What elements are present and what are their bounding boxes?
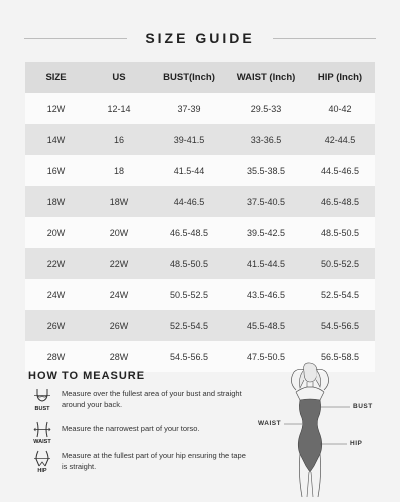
cell-us: 28W	[109, 351, 129, 362]
table-row	[25, 310, 375, 341]
cell-waist: 41.5-44.5	[246, 258, 286, 269]
cell-us: 12-14	[107, 103, 131, 114]
cell-bust: 54.5-56.5	[169, 351, 209, 362]
bust-icon-label: BUST	[34, 406, 50, 412]
cell-size: 16W	[46, 165, 66, 176]
cell-hip: 46.5-48.5	[320, 196, 360, 207]
cell-us: 18W	[109, 196, 129, 207]
cell-hip: 42-44.5	[324, 134, 356, 145]
cell-hip: 50.5-52.5	[320, 258, 360, 269]
size-table-container	[25, 62, 375, 362]
header-us: US	[112, 72, 126, 83]
header-hip: HIP (Inch)	[317, 72, 363, 83]
table-row	[25, 217, 375, 248]
cell-hip: 54.5-56.5	[320, 320, 360, 331]
figure-label-bust: BUST	[353, 403, 373, 410]
cell-size: 20W	[46, 227, 66, 238]
table-row	[25, 186, 375, 217]
header-size: SIZE	[45, 72, 67, 83]
table-row	[25, 124, 375, 155]
cell-size: 14W	[46, 134, 66, 145]
figure-label-waist: WAIST	[258, 420, 282, 427]
cell-size: 22W	[46, 258, 66, 269]
cell-us: 24W	[109, 289, 129, 300]
cell-hip: 40-42	[328, 103, 352, 114]
title-divider-left	[24, 38, 127, 39]
body-figure-illustration	[258, 362, 397, 497]
table-row	[25, 248, 375, 279]
table-row	[25, 279, 375, 310]
cell-size: 26W	[46, 320, 66, 331]
header-bust: BUST(Inch)	[163, 72, 215, 83]
cell-waist: 47.5-50.5	[246, 351, 286, 362]
cell-waist: 29.5-33	[250, 103, 282, 114]
cell-bust: 39-41.5	[173, 134, 205, 145]
cell-waist: 35.5-38.5	[246, 165, 286, 176]
waist-icon	[31, 421, 53, 449]
cell-waist: 45.5-48.5	[246, 320, 286, 331]
title-row	[0, 28, 400, 48]
hip-icon-label: HIP	[37, 468, 47, 474]
size-table	[25, 62, 375, 372]
cell-bust: 46.5-48.5	[169, 227, 209, 238]
cell-bust: 48.5-50.5	[169, 258, 209, 269]
cell-bust: 52.5-54.5	[169, 320, 209, 331]
cell-hip: 48.5-50.5	[320, 227, 360, 238]
cell-us: 20W	[109, 227, 129, 238]
cell-us: 22W	[109, 258, 129, 269]
measure-item-hip	[31, 450, 252, 478]
bust-instruction: Measure over the fullest area of your bust and straight around your back.	[62, 389, 242, 409]
cell-us: 26W	[109, 320, 129, 331]
cell-waist: 43.5-46.5	[246, 289, 286, 300]
table-row	[25, 155, 375, 186]
cell-us: 16	[113, 134, 124, 145]
cell-us: 18	[113, 165, 124, 176]
cell-bust: 37-39	[177, 103, 201, 114]
cell-waist: 33-36.5	[250, 134, 282, 145]
title-divider-right	[273, 38, 376, 39]
cell-bust: 44-46.5	[173, 196, 205, 207]
figure-label-hip: HIP	[350, 440, 363, 447]
body-silhouette-icon	[262, 362, 397, 497]
cell-size: 12W	[46, 103, 66, 114]
page-title: SIZE GUIDE	[145, 30, 255, 46]
hip-icon	[31, 450, 53, 478]
cell-waist: 39.5-42.5	[246, 227, 286, 238]
waist-icon-label: WAIST	[33, 439, 51, 445]
header-waist: WAIST (Inch)	[236, 72, 296, 83]
cell-hip: 44.5-46.5	[320, 165, 360, 176]
cell-size: 24W	[46, 289, 66, 300]
cell-size: 18W	[46, 196, 66, 207]
cell-size: 28W	[46, 351, 66, 362]
cell-bust: 50.5-52.5	[169, 289, 209, 300]
how-to-measure-heading: HOW TO MEASURE	[28, 370, 146, 382]
table-header-row	[25, 62, 375, 93]
cell-hip: 56.5-58.5	[320, 351, 360, 362]
waist-instruction: Measure the narrowest part of your torso.	[62, 424, 200, 433]
measure-item-bust	[31, 388, 252, 416]
cell-hip: 52.5-54.5	[320, 289, 360, 300]
cell-bust: 41.5-44	[173, 165, 205, 176]
measure-item-waist	[31, 421, 252, 449]
hip-instruction: Measure at the fullest part of your hip ensuring the tape is straight.	[62, 451, 246, 471]
bust-icon	[31, 388, 53, 416]
table-row	[25, 93, 375, 124]
cell-waist: 37.5-40.5	[246, 196, 286, 207]
